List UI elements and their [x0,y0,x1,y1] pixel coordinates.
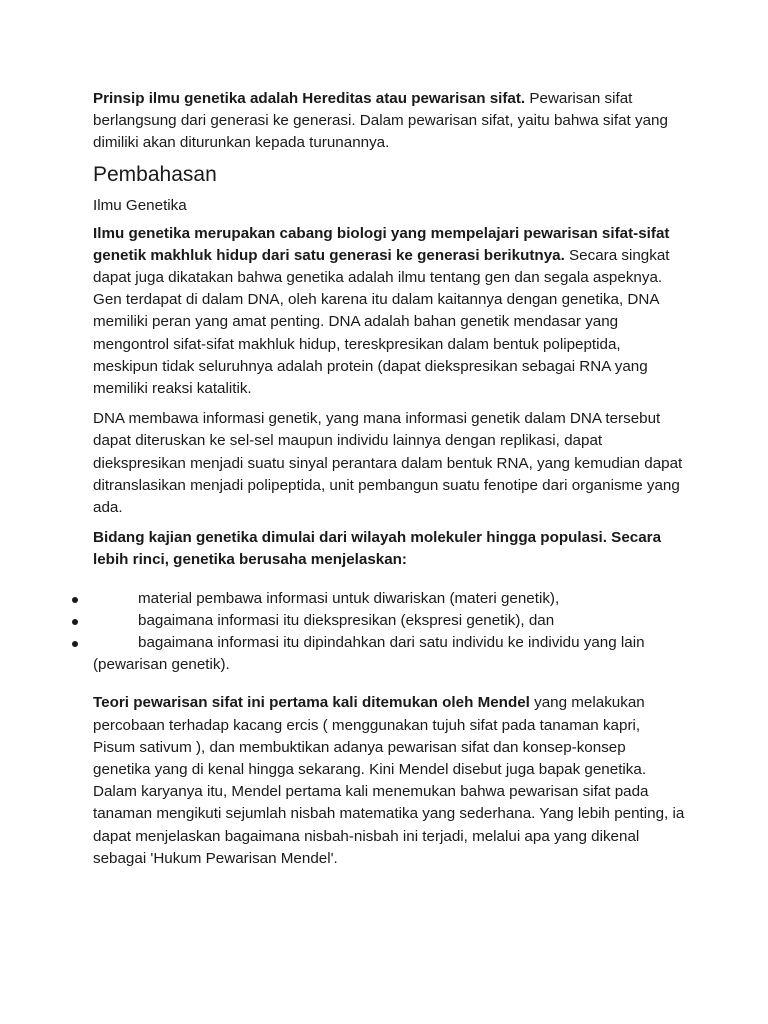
mendel-text: yang melakukan percobaan terhadap kacang ercis ( menggunakan tujuh sifat pada tanaman kapri, Pisum sativum ), dan membuktikan adanya pewarisan sifat dan konsep-konsep genetika yang di kenal hingga sekarang. Kini Mendel disebut juga bapak genetika. Dalam karyanya itu, Mendel pertama kali menemukan bahwa pewarisan sifat pada tanaman mengikuti sejumlah nisbah matematika yang sederhana. Yang lebih penting, ia dapat menjelaskan bagaimana nisbah-nisbah ini terjadi, melalui apa yang dikenal sebagai 'Hukum Pewarisan Mendel'. [93,694,685,867]
scope-bold-text: Bidang kajian genetika dimulai dari wilayah molekuler hingga populasi. Secara lebih rinci, genetika berusaha menjelaskan: [93,529,662,569]
list-item-text: bagaimana informasi itu diekspresikan (ekspresi genetik), dan [138,611,555,629]
list-item [93,610,685,632]
paragraph-dna: DNA membawa informasi genetik, yang mana informasi genetik dalam DNA tersebut dapat diteruskan ke sel-sel maupun individu lainnya dengan replikasi, dapat diekspresikan menjadi suatu sinyal perantara dalam bentuk RNA, yang kemudian dapat ditranslasikan menjadi polipeptida, unit pembangun suatu fenotipe dari organisme yang ada. [93,410,683,517]
section-heading: Pembahasan [93,162,217,186]
list-item-text: bagaimana informasi itu dipindahkan dari satu individu ke individu yang lain (pewarisan genetik). [93,634,645,674]
paragraph-mendel [93,692,685,870]
bullet-list [93,588,685,677]
list-item-text: material pembawa informasi untuk diwariskan (materi genetik), [138,589,560,607]
subsection-heading: Ilmu Genetika [93,196,187,214]
list-item [93,588,685,610]
paragraph-scope [93,527,685,571]
definition-text: Secara singkat dapat juga dikatakan bahwa genetika adalah ilmu tentang gen dan segala aspeknya. Gen terdapat di dalam DNA, oleh karena itu dalam kaitannya dengan genetika, DNA memiliki peran yang amat penting. DNA adalah bahan genetik mendasar yang mengontrol sifat-sifat makhluk hidup, tereskpresikan dalam bentuk polipeptida, meskipun tidak seluruhnya adalah protein (dapat diekspresikan sebagai RNA yang memiliki reaksi katalitik. [93,246,670,398]
intro-text: Pewarisan sifat berlangsung dari generasi ke generasi. Dalam pewarisan sifat, yaitu bahwa sifat yang dimiliki akan diturunkan kepada turunannya. [93,90,668,152]
mendel-bold-text: Teori pewarisan sifat ini pertama kali ditemukan oleh Mendel [93,694,530,712]
intro-bold-text: Prinsip ilmu genetika adalah Hereditas atau pewarisan sifat. [93,90,526,107]
bullet-icon [72,619,78,625]
document-body [93,88,685,870]
paragraph-definition [93,223,685,401]
list-item [93,632,685,676]
bullet-icon [72,641,78,647]
bullet-icon [72,597,78,603]
definition-bold-text: Ilmu genetika merupakan cabang biologi yang mempelajari pewarisan sifat-sifat genetik makhluk hidup dari satu generasi ke generasi berikutnya. [93,224,670,264]
intro-paragraph [93,88,685,155]
